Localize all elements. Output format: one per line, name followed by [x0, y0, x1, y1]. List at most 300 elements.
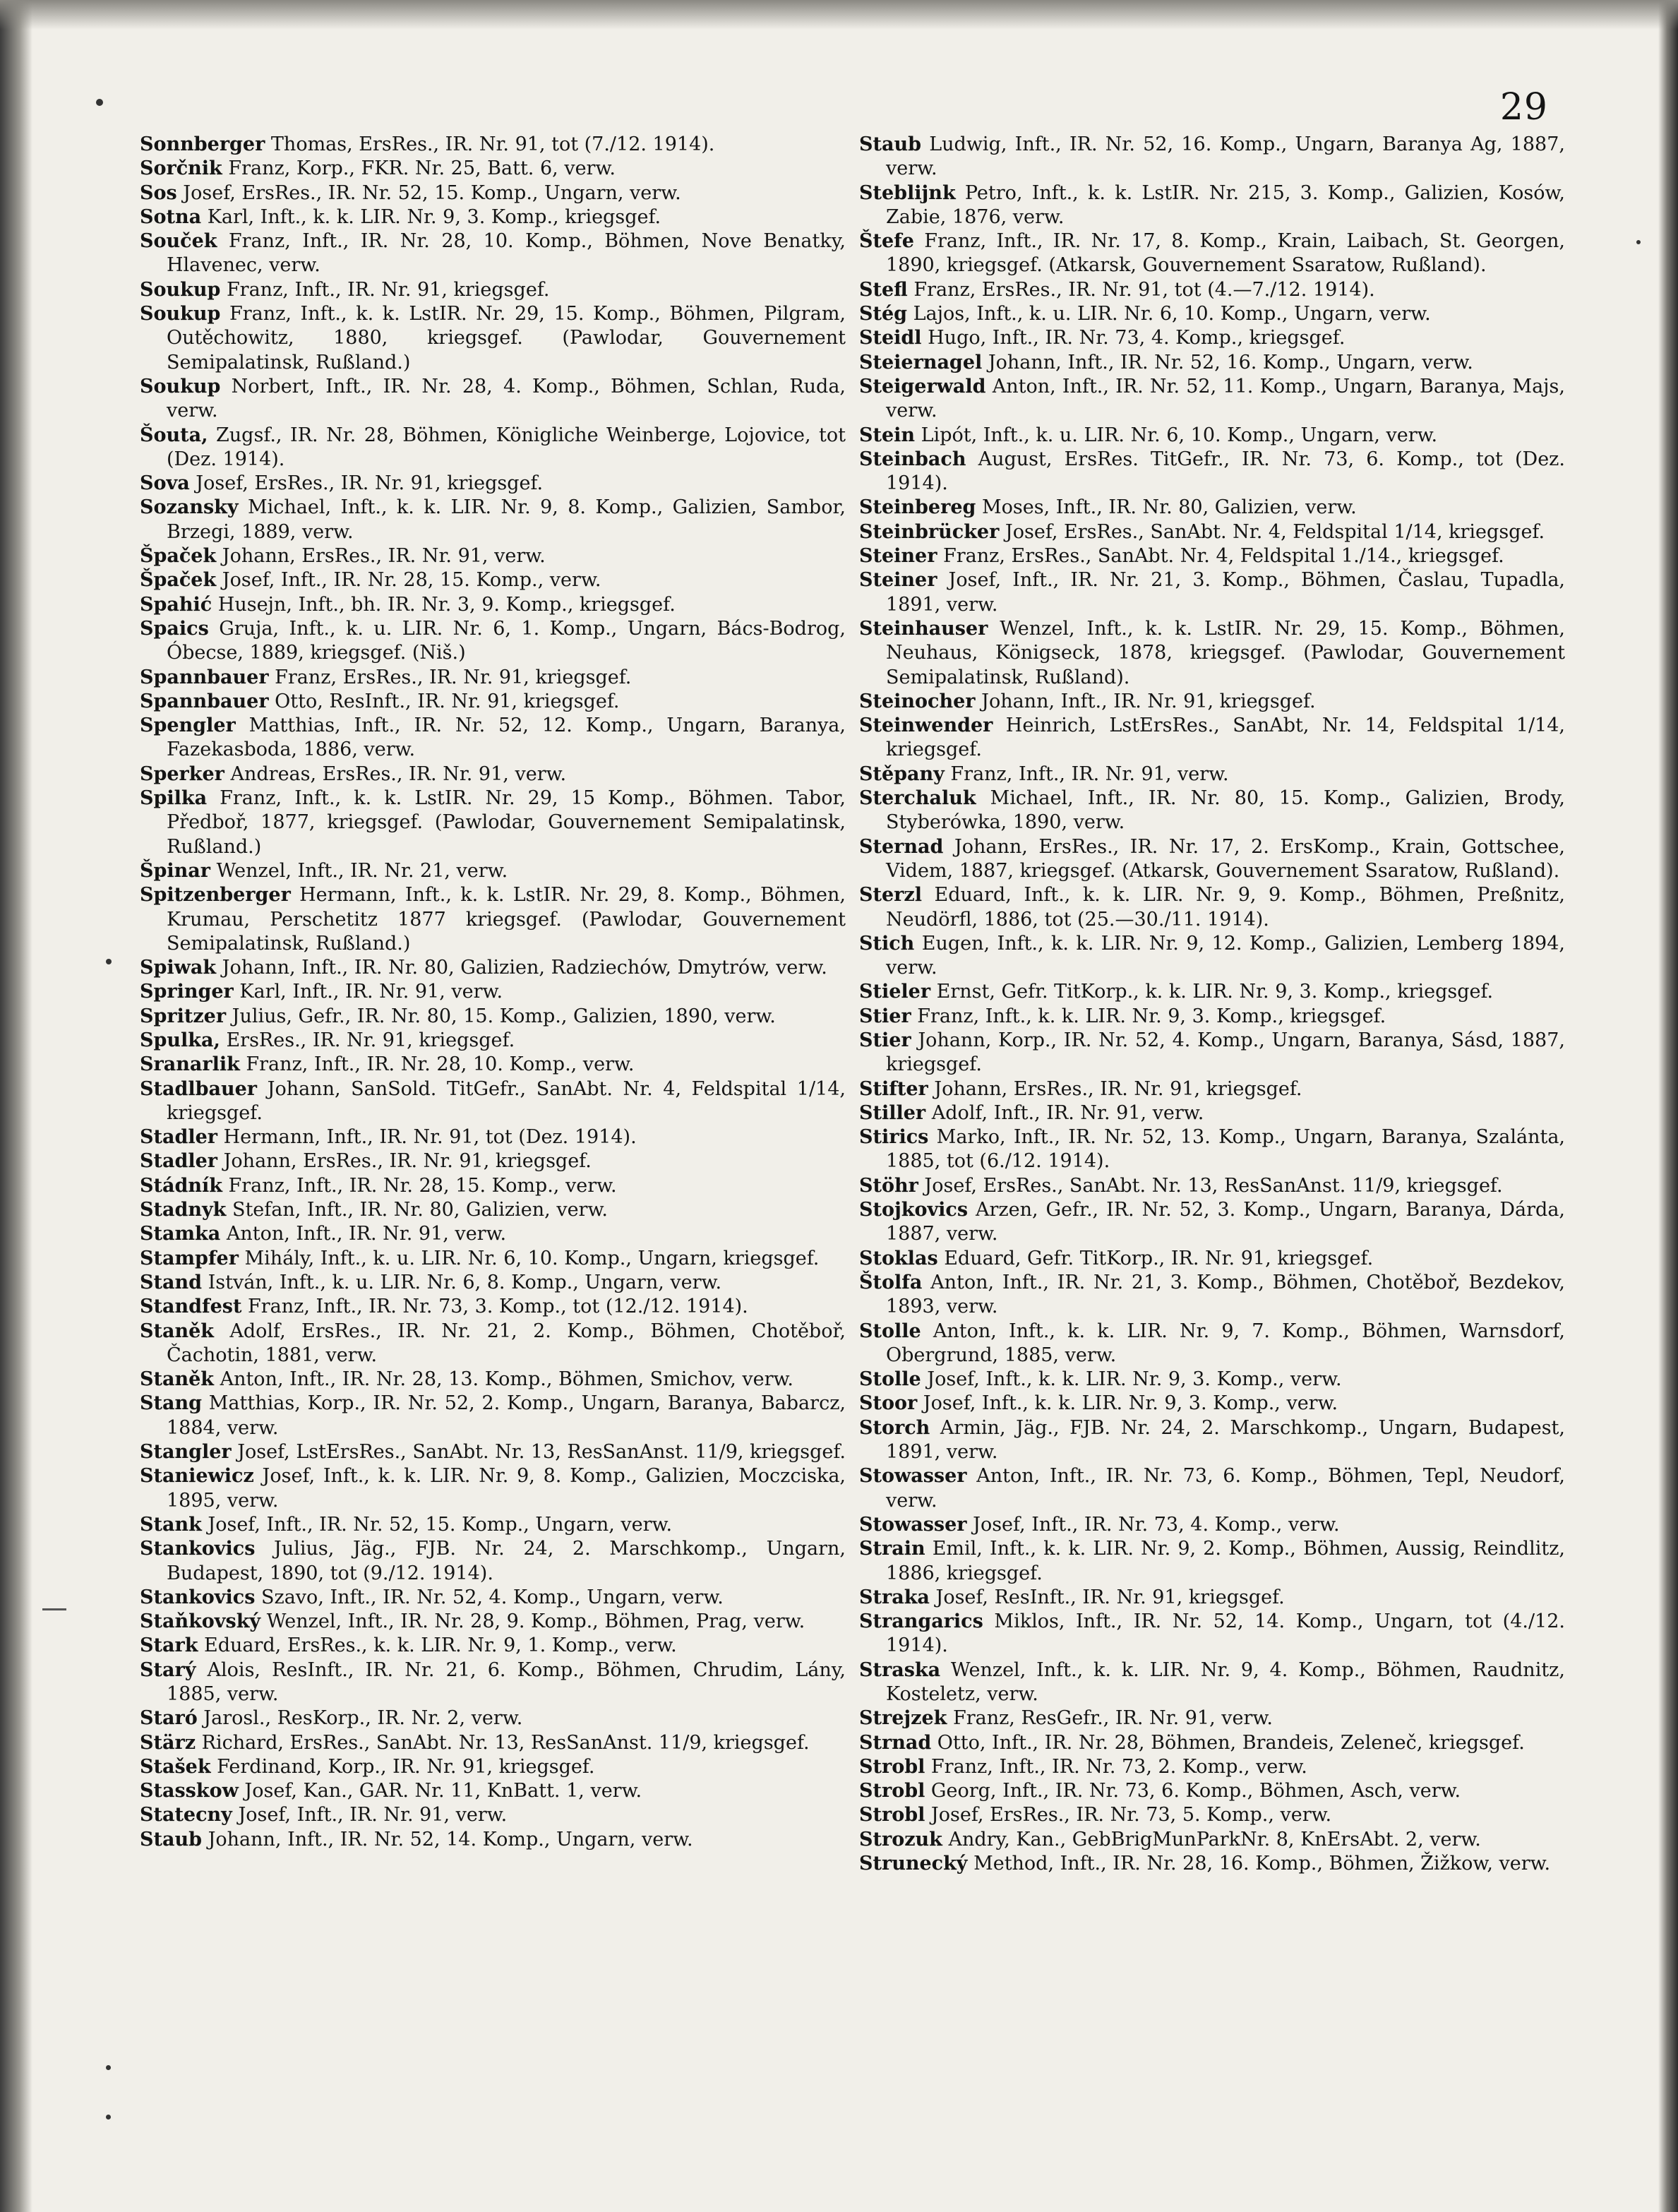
entry-details: Matthias, Korp., IR. Nr. 52, 2. Komp., Ungarn, Baranya, Babarcz, 1884, verw.: [167, 1392, 846, 1439]
entry-details: Franz, Inft., IR. Nr. 28, 15. Komp., verw.: [222, 1174, 617, 1197]
entry-surname: Steigerwald: [859, 375, 986, 397]
entry-surname: Stowasser: [859, 1465, 967, 1488]
entry-details: Gruja, Inft., k. u. LIR. Nr. 6, 1. Komp., Ungarn, Bács-Bodrog, Óbecse, 1889, kriegsgef. (Niš.): [167, 617, 846, 664]
list-entry: [140, 1271, 846, 1295]
entry-details: Ferdinand, Korp., IR. Nr. 91, kriegsgef.: [210, 1755, 595, 1778]
list-entry: [140, 1440, 846, 1464]
entry-surname: Stádník: [140, 1174, 222, 1197]
entry-details: Andreas, ErsRes., IR. Nr. 91, verw.: [224, 763, 567, 785]
entry-surname: Stowasser: [859, 1513, 967, 1536]
entry-details: Ludwig, Inft., IR. Nr. 52, 16. Komp., Ungarn, Baranya Ag, 1887, verw.: [886, 133, 1565, 180]
scan-speck-left-margin-1: [106, 959, 112, 964]
list-entry: [859, 932, 1565, 981]
left-column: [140, 133, 846, 1852]
scan-speck-top-left: [96, 99, 103, 106]
entry-details: Julius, Jäg., FJB. Nr. 24, 2. Marschkomp., Ungarn, Budapest, 1890, tot (9./12. 1914).: [167, 1538, 846, 1584]
list-entry: [140, 229, 846, 278]
entry-details: Michael, Inft., IR. Nr. 80, 15. Komp., Galizien, Brody, Styberówka, 1890, verw.: [886, 787, 1565, 834]
entry-surname: Stolle: [859, 1368, 921, 1391]
entry-surname: Stark: [140, 1634, 198, 1657]
entry-details: Franz, Inft., k. k. LstIR. Nr. 29, 15. Komp., Böhmen, Pilgram, Outěchowitz, 1880, kriegsgef. (Pawlodar, Gouvernement Semipalatinsk, Rußland.): [167, 303, 846, 373]
entry-details: Otto, ResInft., IR. Nr. 91, kriegsgef.: [268, 690, 620, 712]
entry-details: Lipót, Inft., k. u. LIR. Nr. 6, 10. Komp., Ungarn, verw.: [915, 424, 1438, 446]
list-entry: [140, 1513, 846, 1537]
entry-surname: Steinbach: [859, 448, 966, 470]
entry-surname: Strunecký: [859, 1853, 968, 1875]
list-entry: [859, 1513, 1565, 1537]
entry-details: Moses, Inft., IR. Nr. 80, Galizien, verw.: [976, 496, 1357, 519]
entry-surname: Strnad: [859, 1731, 932, 1754]
entry-details: Franz, Inft., k. k. LstIR. Nr. 29, 15 Komp., Böhmen. Tabor, Předboř, 1877, kriegsgef. (Pawlodar, Gouvernement Semipalatinsk, Rußland.): [167, 787, 846, 858]
entry-surname: Stadlbauer: [140, 1077, 258, 1100]
list-entry: [140, 1005, 846, 1029]
entry-surname: Štolfa: [859, 1271, 923, 1293]
entry-details: Zugsf., IR. Nr. 28, Böhmen, Königliche Weinberge, Lojovice, tot (Dez. 1914).: [167, 424, 846, 470]
entry-details: Thomas, ErsRes., IR. Nr. 91, tot (7./12. 1914).: [265, 133, 715, 155]
list-entry: [140, 1803, 846, 1827]
entry-surname: Stier: [859, 1029, 911, 1051]
list-entry: [859, 229, 1565, 278]
entry-details: Stefan, Inft., IR. Nr. 80, Galizien, verw.: [226, 1199, 608, 1221]
entry-details: Josef, ErsRes., IR. Nr. 52, 15. Komp., Ungarn, verw.: [176, 181, 681, 204]
list-entry: [859, 1586, 1565, 1610]
entry-details: Ernst, Gefr. TitKorp., k. k. LIR. Nr. 9, 3. Komp., kriegsgef.: [930, 981, 1494, 1003]
entry-surname: Steiernagel: [859, 351, 983, 373]
entry-surname: Spilka: [140, 787, 208, 810]
entry-surname: Sova: [140, 472, 190, 495]
right-scan-shadow: [1658, 0, 1678, 2212]
entry-details: Franz, Inft., IR. Nr. 73, 3. Komp., tot (12./12. 1914).: [241, 1296, 748, 1318]
list-entry: [859, 883, 1565, 932]
entry-surname: Storch: [859, 1416, 930, 1439]
list-entry: [859, 1755, 1565, 1779]
entry-details: Franz, Inft., IR. Nr. 91, verw.: [944, 763, 1229, 785]
list-entry: [140, 1029, 846, 1053]
entry-surname: Soukup: [140, 375, 221, 397]
entry-surname: Springer: [140, 981, 234, 1003]
entry-surname: Stöhr: [859, 1174, 918, 1197]
entry-details: Wenzel, Inft., IR. Nr. 21, verw.: [210, 859, 508, 882]
entry-surname: Staub: [859, 133, 921, 155]
list-entry: [859, 1247, 1565, 1271]
list-entry: [140, 1706, 846, 1730]
entry-surname: Strobl: [859, 1780, 925, 1803]
entry-surname: Steinbrücker: [859, 520, 1000, 543]
entry-details: Wenzel, Inft., k. k. LstIR. Nr. 29, 15. Komp., Böhmen, Neuhaus, Königseck, 1878, kriegsgef. (Pawlodar, Gouvernement Semipalatinsk, Rußland).: [886, 617, 1565, 688]
entry-surname: Strozuk: [859, 1828, 942, 1851]
entry-details: Mihály, Inft., k. u. LIR. Nr. 6, 10. Komp., Ungarn, kriegsgef.: [238, 1247, 820, 1269]
entry-details: Franz, ErsRes., IR. Nr. 91, tot (4.—7./12. 1914).: [907, 278, 1375, 301]
entry-details: Josef, Kan., GAR. Nr. 11, KnBatt. 1, verw.: [238, 1780, 642, 1803]
entry-surname: Spahić: [140, 593, 212, 616]
entry-surname: Steiner: [859, 545, 937, 568]
entry-details: Petro, Inft., k. k. LstIR. Nr. 215, 3. Komp., Galizien, Kosów, Zabie, 1876, verw.: [886, 181, 1565, 228]
entry-details: Johann, Inft., IR. Nr. 80, Galizien, Radziechów, Dmytrów, verw.: [216, 957, 827, 979]
list-entry: [140, 1077, 846, 1126]
list-entry: [140, 666, 846, 690]
entry-surname: Sos: [140, 181, 177, 204]
entry-details: Franz, Inft., IR. Nr. 91, kriegsgef.: [220, 278, 550, 301]
list-entry: [859, 1077, 1565, 1101]
list-entry: [140, 787, 846, 859]
entry-details: August, ErsRes. TitGefr., IR. Nr. 73, 6. Komp., tot (Dez. 1914).: [886, 448, 1565, 495]
entry-surname: Straska: [859, 1658, 941, 1681]
scan-speck-left-margin-3: [106, 2115, 111, 2120]
entry-surname: Špinar: [140, 859, 210, 882]
entry-surname: Sterchaluk: [859, 787, 976, 810]
entry-surname: Stašek: [140, 1755, 211, 1778]
list-entry: [140, 617, 846, 666]
entry-surname: Stank: [140, 1513, 202, 1536]
entry-details: Hermann, Inft., k. k. LstIR. Nr. 29, 8. Komp., Böhmen, Krumau, Perschetitz 1877 kriegsgef. (Pawlodar, Gouvernement Semipalatinsk, Rußland.): [167, 884, 846, 955]
list-entry: [859, 1852, 1565, 1876]
entry-details: Johann, ErsRes., IR. Nr. 91, kriegsgef.: [928, 1077, 1302, 1100]
entry-surname: Spiwak: [140, 957, 217, 979]
entry-details: Wenzel, Inft., k. k. LIR. Nr. 9, 4. Komp., Böhmen, Raudnitz, Kosteletz, verw.: [886, 1658, 1565, 1705]
entry-surname: Stadler: [140, 1126, 218, 1149]
entry-details: Michael, Inft., k. k. LIR. Nr. 9, 8. Komp., Galizien, Sambor, Brzegi, 1889, verw.: [167, 496, 846, 543]
entry-details: Eugen, Inft., k. k. LIR. Nr. 9, 12. Komp., Galizien, Lemberg 1894, verw.: [886, 932, 1565, 979]
list-entry: [859, 1803, 1565, 1827]
entry-surname: Strobl: [859, 1804, 925, 1827]
list-entry: [140, 375, 846, 424]
entry-surname: Staněk: [140, 1320, 214, 1342]
list-entry: [140, 302, 846, 375]
entry-details: Josef, Inft., IR. Nr. 91, verw.: [232, 1804, 508, 1827]
entry-details: Andry, Kan., GebBrigMunParkNr. 8, KnErsAbt. 2, verw.: [942, 1828, 1481, 1851]
list-entry: [140, 1247, 846, 1271]
entry-details: Jarosl., ResKorp., IR. Nr. 2, verw.: [197, 1707, 523, 1730]
list-entry: [140, 1755, 846, 1779]
entry-details: Anton, Inft., IR. Nr. 73, 6. Komp., Böhmen, Tepl, Neudorf, verw.: [886, 1465, 1565, 1512]
entry-details: ErsRes., IR. Nr. 91, kriegsgef.: [220, 1029, 515, 1051]
entry-details: Franz, Inft., IR. Nr. 28, 10. Komp., Böhmen, Nove Benatky, Hlavenec, verw.: [167, 230, 846, 277]
entry-details: Eduard, Inft., k. k. LIR. Nr. 9, 9. Komp., Böhmen, Preßnitz, Neudörfl, 1886, tot (25.—30./11. 1914).: [886, 884, 1565, 931]
entry-details: Franz, Korp., FKR. Nr. 25, Batt. 6, verw.: [222, 157, 616, 180]
list-entry: [140, 1828, 846, 1852]
entry-surname: Stolle: [859, 1320, 921, 1342]
list-entry: [140, 472, 846, 496]
entry-details: Franz, Inft., IR. Nr. 73, 2. Komp., verw.: [925, 1755, 1307, 1778]
entry-details: Hugo, Inft., IR. Nr. 73, 4. Komp., kriegsgef.: [921, 327, 1346, 349]
entry-surname: Steinhauser: [859, 617, 988, 640]
entry-details: Josef, Inft., IR. Nr. 73, 4. Komp., verw.: [966, 1513, 1340, 1536]
entry-surname: Stankovics: [140, 1538, 256, 1560]
entry-details: Josef, ErsRes., IR. Nr. 73, 5. Komp., verw.: [925, 1804, 1332, 1827]
entry-surname: Stampfer: [140, 1247, 239, 1269]
list-entry: [140, 133, 846, 157]
scan-margin-dash: [42, 1608, 66, 1610]
entry-surname: Steinwender: [859, 715, 993, 737]
entry-surname: Strobl: [859, 1755, 925, 1778]
list-entry: [859, 1464, 1565, 1513]
list-entry: [140, 1222, 846, 1246]
list-entry: [859, 351, 1565, 375]
entry-details: Johann, Inft., IR. Nr. 52, 16. Komp., Ungarn, verw.: [982, 351, 1473, 373]
list-entry: [859, 448, 1565, 496]
list-entry: [859, 1029, 1565, 1077]
entry-surname: Štefe: [859, 230, 914, 253]
entry-details: Josef, Inft., k. k. LIR. Nr. 9, 3. Komp., verw.: [921, 1368, 1342, 1391]
list-entry: [859, 980, 1565, 1004]
entry-details: Johann, ErsRes., IR. Nr. 17, 2. ErsKomp., Krain, Gottschee, Videm, 1887, kriegsgef. (Atkarsk, Gouvernement Ssaratow, Rußland).: [886, 835, 1565, 882]
list-entry: [140, 714, 846, 763]
left-scan-shadow: [0, 0, 32, 2212]
list-entry: [859, 520, 1565, 544]
entry-details: Johann, ErsRes., IR. Nr. 91, kriegsgef.: [217, 1150, 592, 1173]
entry-surname: Sterzl: [859, 884, 922, 907]
list-entry: [140, 496, 846, 544]
list-entry: [140, 568, 846, 592]
entry-details: Hermann, Inft., IR. Nr. 91, tot (Dez. 1914).: [217, 1126, 637, 1149]
entry-details: Johann, Korp., IR. Nr. 52, 4. Komp., Ungarn, Baranya, Sásd, 1887, kriegsgef.: [886, 1029, 1565, 1076]
list-entry: [859, 544, 1565, 568]
list-entry: [859, 278, 1565, 302]
entry-surname: Stojkovics: [859, 1199, 969, 1221]
entry-surname: Steiner: [859, 569, 937, 592]
entry-surname: Staniewicz: [140, 1465, 254, 1488]
entry-details: Josef, ErsRes., SanAbt. Nr. 4, Feldspital 1/14, kriegsgef.: [999, 520, 1545, 543]
list-entry: [140, 1634, 846, 1658]
scan-speck-left-margin-2: [106, 2065, 111, 2070]
entry-details: Karl, Inft., k. k. LIR. Nr. 9, 3. Komp., kriegsgef.: [201, 205, 661, 228]
entry-surname: Souček: [140, 230, 217, 253]
entry-details: Johann, Inft., IR. Nr. 52, 14. Komp., Ungarn, verw.: [201, 1828, 693, 1851]
list-entry: [859, 1125, 1565, 1174]
right-column: [859, 133, 1565, 1876]
entry-surname: Sozansky: [140, 496, 239, 519]
entry-surname: Stég: [859, 303, 908, 325]
list-entry: [140, 1295, 846, 1319]
list-entry: [140, 181, 846, 205]
entry-details: Richard, ErsRes., SanAbt. Nr. 13, ResSanAnst. 11/9, kriegsgef.: [196, 1731, 810, 1754]
entry-surname: Strejzek: [859, 1707, 947, 1730]
entry-surname: Stoklas: [859, 1247, 938, 1269]
list-entry: [859, 690, 1565, 714]
entry-surname: Sonnberger: [140, 133, 265, 155]
entry-surname: Statecny: [140, 1804, 232, 1827]
list-entry: [859, 617, 1565, 690]
list-entry: [140, 1586, 846, 1610]
list-entry: [859, 133, 1565, 181]
list-entry: [859, 1706, 1565, 1730]
entry-details: Husejn, Inft., bh. IR. Nr. 3, 9. Komp., kriegsgef.: [212, 593, 676, 616]
list-entry: [859, 1174, 1565, 1198]
entry-details: Franz, ErsRes., SanAbt. Nr. 4, Feldspital 1./14., kriegsgef.: [937, 545, 1504, 568]
list-entry: [859, 1005, 1565, 1029]
entry-surname: Stier: [859, 1005, 911, 1027]
list-entry: [859, 1537, 1565, 1586]
entry-surname: Strain: [859, 1538, 925, 1560]
entry-surname: Stankovics: [140, 1586, 256, 1608]
entry-details: Anton, Inft., k. k. LIR. Nr. 9, 7. Komp., Böhmen, Warnsdorf, Obergrund, 1885, verw.: [886, 1320, 1565, 1366]
entry-surname: Steidl: [859, 327, 922, 349]
list-entry: [859, 763, 1565, 787]
entry-surname: Soukup: [140, 278, 221, 301]
entry-surname: Straka: [859, 1586, 930, 1608]
entry-surname: Sranarlik: [140, 1053, 240, 1076]
list-entry: [140, 763, 846, 787]
list-entry: [859, 1779, 1565, 1803]
list-entry: [859, 1658, 1565, 1707]
list-entry: [140, 1368, 846, 1392]
page-number: 29: [1499, 86, 1548, 128]
entry-details: Anton, Inft., IR. Nr. 28, 13. Komp., Böhmen, Smichov, verw.: [213, 1368, 793, 1391]
list-entry: [140, 980, 846, 1004]
entry-details: Eduard, Gefr. TitKorp., IR. Nr. 91, kriegsgef.: [937, 1247, 1374, 1269]
entry-surname: Spulka,: [140, 1029, 220, 1051]
entry-details: Franz, Inft., IR. Nr. 17, 8. Komp., Krain, Laibach, St. Georgen, 1890, kriegsgef. (Atkarsk, Gouvernement Ssaratow, Rußland).: [886, 230, 1565, 277]
entry-details: Franz, Inft., IR. Nr. 28, 10. Komp., verw.: [239, 1053, 635, 1076]
entry-details: Josef, Inft., k. k. LIR. Nr. 9, 8. Komp., Galizien, Moczciska, 1895, verw.: [167, 1465, 846, 1512]
list-entry: [140, 1658, 846, 1707]
list-entry: [859, 181, 1565, 230]
entry-surname: Soukup: [140, 303, 221, 325]
entry-surname: Staňkovský: [140, 1610, 261, 1633]
entry-surname: Stadnyk: [140, 1199, 227, 1221]
entry-details: Josef, Inft., IR. Nr. 52, 15. Komp., Ungarn, verw.: [201, 1513, 673, 1536]
entry-surname: Steblijnk: [859, 181, 956, 204]
entry-surname: Spannbauer: [140, 690, 269, 712]
entry-details: Franz, ErsRes., IR. Nr. 91, kriegsgef.: [268, 666, 632, 688]
entry-details: Miklos, Inft., IR. Nr. 52, 14. Komp., Ungarn, tot (4./12. 1914).: [886, 1610, 1565, 1657]
entry-surname: Stiller: [859, 1101, 926, 1124]
list-entry: [140, 1125, 846, 1149]
entry-surname: Špaček: [140, 545, 217, 568]
entry-surname: Stirics: [859, 1126, 929, 1149]
list-entry: [140, 1610, 846, 1634]
entry-surname: Spritzer: [140, 1005, 227, 1027]
list-entry: [859, 1271, 1565, 1320]
entry-details: Heinrich, LstErsRes., SanAbt, Nr. 14, Feldspital 1/14, kriegsgef.: [886, 715, 1565, 761]
entry-details: Georg, Inft., IR. Nr. 73, 6. Komp., Böhmen, Asch, verw.: [925, 1780, 1461, 1803]
list-entry: [140, 883, 846, 956]
list-entry: [140, 956, 846, 980]
list-entry: [140, 1198, 846, 1222]
list-entry: [859, 1320, 1565, 1368]
list-entry: [140, 1392, 846, 1440]
entry-surname: Spaics: [140, 617, 209, 640]
entry-surname: Stefl: [859, 278, 908, 301]
entry-details: Alois, ResInft., IR. Nr. 21, 6. Komp., Böhmen, Chrudim, Lány, 1885, verw.: [167, 1658, 846, 1705]
list-entry: [140, 593, 846, 617]
entry-details: Franz, Inft., k. k. LIR. Nr. 9, 3. Komp., kriegsgef.: [911, 1005, 1386, 1027]
entry-surname: Stein: [859, 424, 916, 446]
entry-surname: Standfest: [140, 1296, 242, 1318]
entry-details: Josef, ResInft., IR. Nr. 91, kriegsgef.: [929, 1586, 1285, 1608]
entry-surname: Steinbereg: [859, 496, 976, 519]
entry-surname: Sternad: [859, 835, 944, 858]
entry-details: Johann, SanSold. TitGefr., SanAbt. Nr. 4, Feldspital 1/14, kriegsgef.: [167, 1077, 846, 1124]
entry-surname: Stärz: [140, 1731, 196, 1754]
entry-details: Josef, Inft., k. k. LIR. Nr. 9, 3. Komp., verw.: [917, 1392, 1338, 1415]
list-entry: [140, 1537, 846, 1586]
entry-surname: Staněk: [140, 1368, 214, 1391]
entry-details: Johann, Inft., IR. Nr. 91, kriegsgef.: [975, 690, 1316, 712]
list-entry: [859, 326, 1565, 350]
entry-surname: Sperker: [140, 763, 224, 785]
list-entry: [140, 690, 846, 714]
entry-surname: Stadler: [140, 1150, 218, 1173]
entry-details: Anton, Inft., IR. Nr. 91, verw.: [220, 1223, 507, 1245]
entry-details: Johann, ErsRes., IR. Nr. 91, verw.: [216, 545, 546, 568]
list-entry: [859, 302, 1565, 326]
entry-details: Emil, Inft., k. k. LIR. Nr. 9, 2. Komp., Böhmen, Aussig, Reindlitz, 1886, kriegsgef.: [886, 1538, 1565, 1584]
entry-details: Karl, Inft., IR. Nr. 91, verw.: [233, 981, 503, 1003]
list-entry: [140, 1779, 846, 1803]
entry-surname: Stich: [859, 932, 915, 955]
list-entry: [140, 278, 846, 302]
list-entry: [140, 205, 846, 229]
entry-details: Szavo, Inft., IR. Nr. 52, 4. Komp., Ungarn, verw.: [255, 1586, 724, 1608]
list-entry: [140, 157, 846, 181]
scan-speck-right-margin: [1636, 240, 1641, 244]
entry-details: Norbert, Inft., IR. Nr. 28, 4. Komp., Böhmen, Schlan, Ruda, verw.: [167, 375, 846, 422]
list-entry: [859, 1731, 1565, 1755]
entry-details: Adolf, Inft., IR. Nr. 91, verw.: [925, 1101, 1204, 1124]
entry-details: Josef, LstErsRes., SanAbt. Nr. 13, ResSanAnst. 11/9, kriegsgef.: [231, 1441, 846, 1464]
list-entry: [859, 1392, 1565, 1416]
entry-details: Adolf, ErsRes., IR. Nr. 21, 2. Komp., Böhmen, Chotěboř, Čachotin, 1881, verw.: [167, 1320, 846, 1366]
entry-details: Josef, Inft., IR. Nr. 21, 3. Komp., Böhmen, Časlau, Tupadla, 1891, verw.: [886, 569, 1565, 616]
list-entry: [140, 1320, 846, 1368]
entry-surname: Steinocher: [859, 690, 976, 712]
entry-details: Franz, ResGefr., IR. Nr. 91, verw.: [947, 1707, 1273, 1730]
entry-surname: Spannbauer: [140, 666, 269, 688]
entry-surname: Špaček: [140, 569, 217, 592]
list-entry: [859, 496, 1565, 520]
entry-surname: Stamka: [140, 1223, 221, 1245]
list-entry: [859, 714, 1565, 763]
list-entry: [140, 1731, 846, 1755]
list-entry: [859, 1416, 1565, 1465]
entry-surname: Staub: [140, 1828, 202, 1851]
entry-surname: Stangler: [140, 1441, 232, 1464]
entry-details: Josef, Inft., IR. Nr. 28, 15. Komp., verw.: [216, 569, 601, 592]
entry-details: Otto, Inft., IR. Nr. 28, Böhmen, Brandeis, Zeleneč, kriegsgef.: [931, 1731, 1525, 1754]
entry-surname: Spitzenberger: [140, 884, 291, 907]
list-entry: [140, 1053, 846, 1077]
list-entry: [859, 1368, 1565, 1392]
list-entry: [859, 787, 1565, 835]
entry-details: Arzen, Gefr., IR. Nr. 52, 3. Komp., Ungarn, Baranya, Dárda, 1887, verw.: [886, 1199, 1565, 1245]
list-entry: [859, 1828, 1565, 1852]
entry-details: Eduard, ErsRes., k. k. LIR. Nr. 9, 1. Komp., verw.: [198, 1634, 677, 1657]
entry-details: Julius, Gefr., IR. Nr. 80, 15. Komp., Galizien, 1890, verw.: [226, 1005, 776, 1027]
list-entry: [140, 1149, 846, 1173]
entry-surname: Sorčnik: [140, 157, 222, 180]
list-entry: [140, 859, 846, 883]
entry-details: Josef, ErsRes., IR. Nr. 91, kriegsgef.: [189, 472, 544, 495]
entry-details: Anton, Inft., IR. Nr. 21, 3. Komp., Böhmen, Chotěboř, Bezdekov, 1893, verw.: [886, 1271, 1565, 1318]
top-scan-shadow: [0, 0, 1678, 30]
list-entry: [140, 1174, 846, 1198]
entry-surname: Šouta,: [140, 424, 208, 446]
entry-surname: Stieler: [859, 981, 931, 1003]
entry-details: István, Inft., k. u. LIR. Nr. 6, 8. Komp., Ungarn, verw.: [201, 1271, 722, 1293]
entry-surname: Sotna: [140, 205, 202, 228]
list-entry: [140, 544, 846, 568]
list-entry: [140, 1464, 846, 1513]
list-entry: [859, 568, 1565, 617]
list-entry: [859, 375, 1565, 424]
list-entry: [859, 424, 1565, 448]
entry-details: Marko, Inft., IR. Nr. 52, 13. Komp., Ungarn, Baranya, Szalánta, 1885, tot (6./12. 1914).: [886, 1126, 1565, 1173]
entry-details: Lajos, Inft., k. u. LIR. Nr. 6, 10. Komp., Ungarn, verw.: [907, 303, 1431, 325]
entry-details: Method, Inft., IR. Nr. 28, 16. Komp., Böhmen, Žižkow, verw.: [967, 1853, 1551, 1875]
entry-surname: Starý: [140, 1658, 196, 1681]
entry-details: Matthias, Inft., IR. Nr. 52, 12. Komp., Ungarn, Baranya, Fazekasboda, 1886, verw.: [167, 715, 846, 761]
